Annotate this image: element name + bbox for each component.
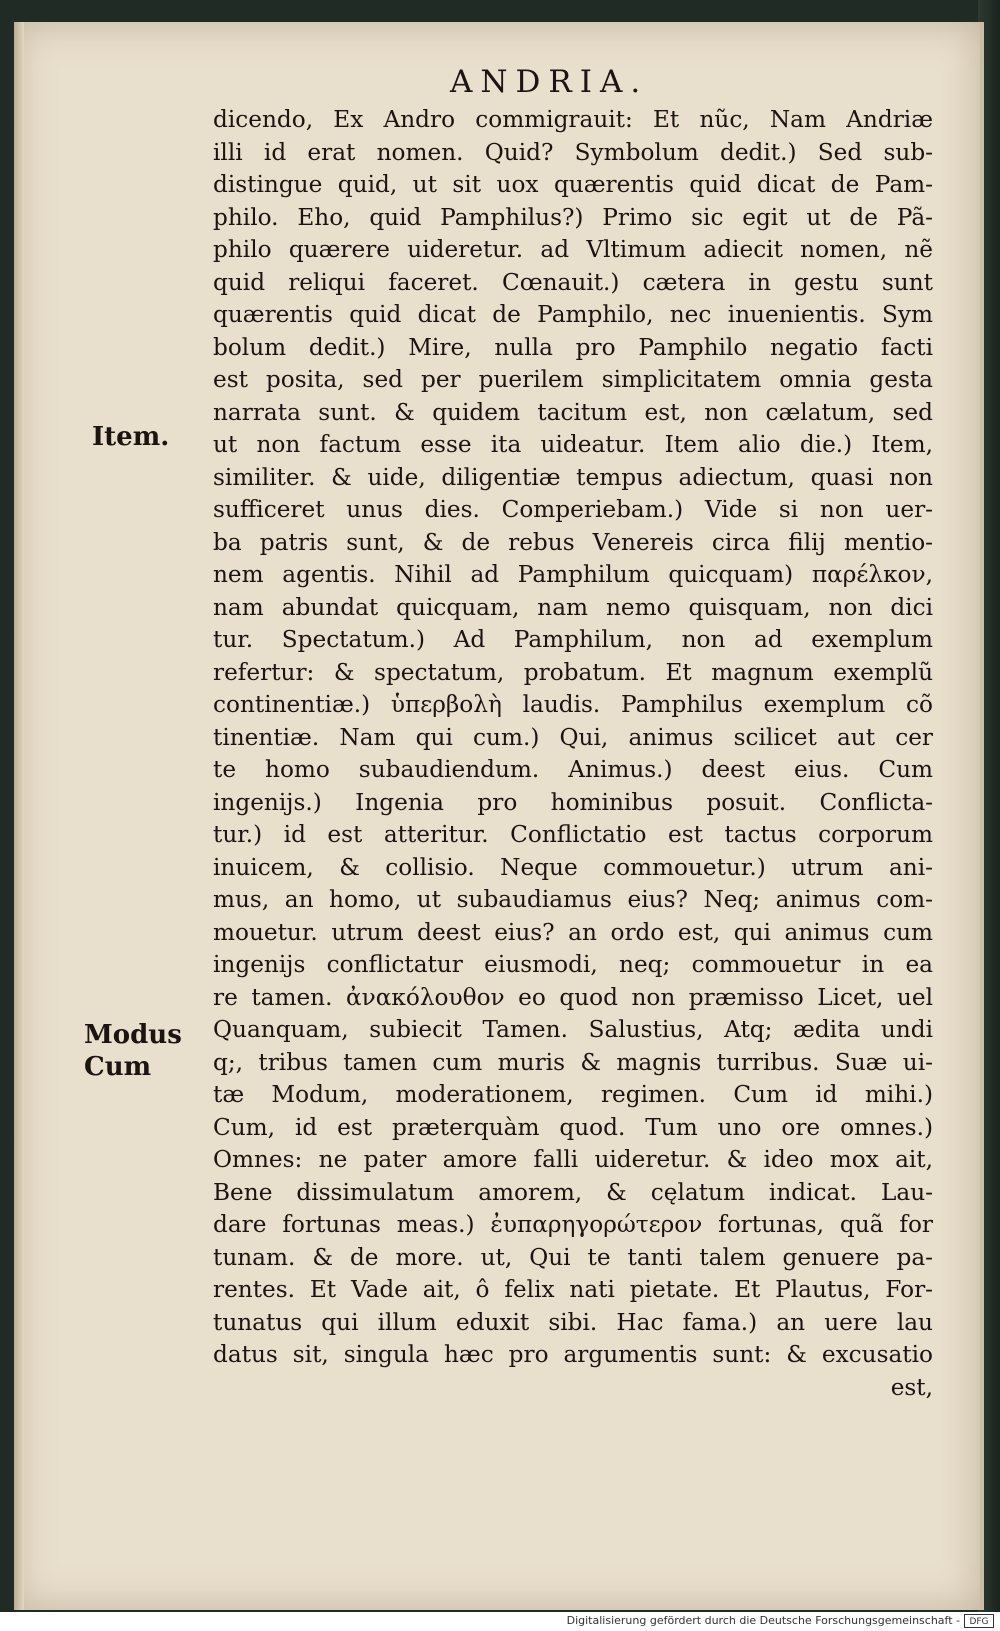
text-line: dicendo, Ex Andro commigrauit: Et nũc, Nam Andriæ — [213, 106, 933, 133]
text-line: rentes. Et Vade ait, ô felix nati pietate. Et Plautus, For- — [213, 1276, 933, 1303]
text-line: quid reliqui faceret. Cœnauit.) cætera in gestu sunt — [213, 268, 933, 296]
text-line: similiter. & uide, diligentiæ tempus adiectum, quasi non — [213, 463, 933, 491]
text-line: tur. Spectatum.) Ad Pamphilum, non ad exemplum — [213, 626, 933, 653]
text-line: q;, tribus tamen cum muris & magnis turribus. Suæ ui- — [213, 1048, 933, 1076]
text-line: refertur: & spectatum, probatum. Et magnum exemplũ — [213, 658, 933, 686]
margin-note-cum: Cum — [84, 1052, 152, 1082]
digitization-footer — [0, 1612, 1000, 1631]
text-line: sufficeret unus dies. Comperiebam.) Vide si non uer- — [213, 496, 933, 523]
running-head: ANDRIA. — [450, 64, 649, 100]
text-line: Omnes: ne pater amore falli uideretur. & ideo mox ait, — [213, 1146, 933, 1173]
text-line: tinentiæ. Nam qui cum.) Qui, animus scilicet aut cer — [213, 723, 933, 751]
margin-note-item: Item. — [92, 422, 170, 452]
text-line: te homo subaudiendum. Animus.) deest eius. Cum — [213, 756, 933, 783]
text-line: distingue quid, ut sit uox quærentis quid dicat de Pam- — [213, 171, 933, 198]
page-gutter — [14, 22, 24, 1610]
text-line: narrata sunt. & quidem tacitum est, non cælatum, sed — [213, 398, 933, 426]
text-line: nam abundat quicquam, nam nemo quisquam, non dici — [213, 593, 933, 621]
text-line: dare fortunas meas.) ἐυπαρηγορώτερον fortunas, quã for — [213, 1211, 933, 1238]
text-line: datus sit, singula hæc pro argumentis sunt: & excusatio — [213, 1341, 933, 1368]
dfg-logo: DFG — [964, 1614, 994, 1628]
text-line: mus, an homo, ut subaudiamus eius? Neq; animus com- — [213, 886, 933, 913]
text-line: ingenijs.) Ingenia pro hominibus posuit. Conflicta- — [213, 788, 933, 816]
text-line: philo. Eho, quid Pamphilus?) Primo sic egit ut de Pã- — [213, 203, 933, 231]
text-line: Quanquam, subiecit Tamen. Salustius, Atq; ædita undi — [213, 1016, 933, 1043]
text-line: philo quærere uideretur. ad Vltimum adiecit nomen, nẽ — [213, 236, 933, 263]
text-line: tæ Modum, moderationem, regimen. Cum id mihi.) — [213, 1081, 933, 1108]
funding-credit: Digitalisierung gefördert durch die Deutsche Forschungsgemeinschaft - — [566, 1614, 960, 1627]
text-line: quærentis quid dicat de Pamphilo, nec inuenientis. Sym — [213, 301, 933, 328]
text-line: Cum, id est præterquàm quod. Tum uno ore omnes.) — [213, 1113, 933, 1141]
text-line: mouetur. utrum deest eius? an ordo est, qui animus cum — [213, 918, 933, 946]
text-line: continentiæ.) ὑπερβολὴ laudis. Pamphilus exemplum cõ — [213, 691, 933, 718]
text-line: ut non factum esse ita uideatur. Item alio die.) Item, — [213, 431, 933, 458]
text-line: tunam. & de more. ut, Qui te tanti talem genuere pa- — [213, 1243, 933, 1271]
text-line: re tamen. ἀνακόλουθον eo quod non præmisso Licet, uel — [213, 983, 933, 1011]
text-line: inuicem, & collisio. Neque commouetur.) utrum ani- — [213, 853, 933, 881]
catchword: est, — [890, 1373, 933, 1401]
commentary-text — [213, 104, 933, 1404]
text-line: nem agentis. Nihil ad Pamphilum quicquam) παρέλκον, — [213, 561, 933, 588]
text-line: bolum dedit.) Mire, nulla pro Pamphilo negatio facti — [213, 333, 933, 361]
text-line: Bene dissimulatum amorem, & cęlatum indicat. Lau- — [213, 1178, 933, 1206]
text-line: illi id erat nomen. Quid? Symbolum dedit.) Sed sub- — [213, 138, 933, 166]
text-line: est posita, sed per puerilem simplicitatem omnia gesta — [213, 366, 933, 393]
text-line: ba patris sunt, & de rebus Venereis circa filij mentio- — [213, 528, 933, 556]
text-line: tur.) id est atteritur. Conflictatio est tactus corporum — [213, 821, 933, 848]
text-line: ingenijs conflictatur eiusmodi, neq; commouetur in ea — [213, 951, 933, 978]
text-line: tunatus qui illum eduxit sibi. Hac fama.) an uere lau — [213, 1308, 933, 1336]
margin-note-modus: Modus — [84, 1020, 182, 1050]
